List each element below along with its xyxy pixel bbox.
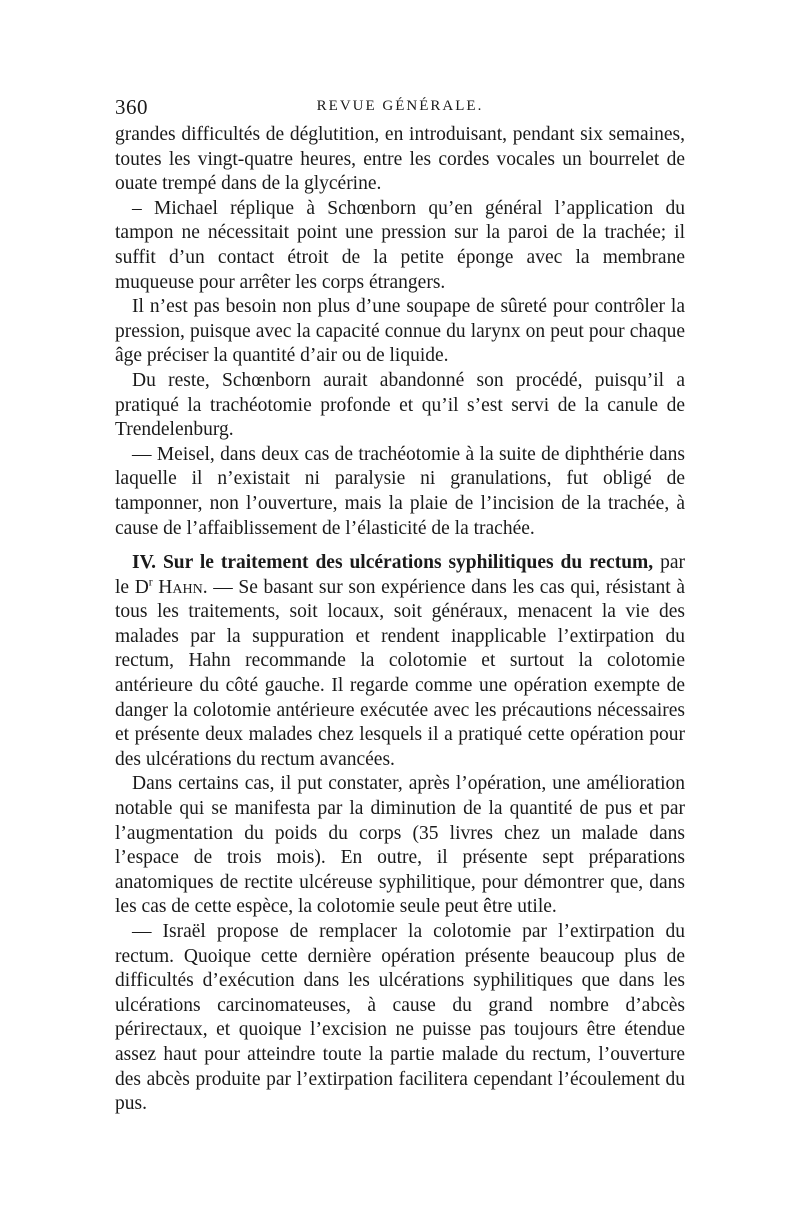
section-text: — Se basant sur son expérience dans les cas qui, résistant à tous les traitements, soit locaux, soit généraux, menacent la vie des malades par la suppuration et rendent inapplicable l’extirpation du rectum, Hahn recommande la colotomie et surtout la colotomie antérieure du côté gauche. Il regarde comme une opération exempte de danger la colotomie antérieure exécutée avec les précautions nécessaires et présente deux malades chez lesquels il a pratiqué cette opération pour des ulcérations du rectum avancées.	[115, 576, 685, 770]
section-title: IV. Sur le traitement des ulcérations syphilitiques du rectum,	[132, 552, 654, 574]
paragraph-israel: — Israël propose de remplacer la colotomie par l’extirpation du rectum. Quoique cette dernière opération présente beaucoup plus de difficultés d’exécution dans les ulcérations syphilitiques que dans les ulcérations carcinomateuses, à cause du grand nombre d’abcès périrectaux, et quoique l’excision ne puisse pas toujours être étendue assez haut pour atteindre toute la partie malade du rectum, l’ouverture des abcès produite par l’extirpation facilitera cependant l’écoulement du pus.	[115, 921, 685, 1115]
page-body	[115, 123, 685, 1117]
paragraph-amelioration: Dans certains cas, il put constater, après l’opération, une amélioration notable qui se manifesta par la diminution de la quantité de pus et par l’augmentation du poids du corps (35 livres chez un malade dans l’espace de trois mois). En outre, il présente sept préparations anatomiques de rectite ulcéreuse syphilitique, pour démontrer que, dans les cas de cette espèce, la colotomie seule peut être utile.	[115, 773, 685, 918]
section-author: Hahn.	[152, 576, 208, 598]
section-by-label: par le D	[115, 552, 685, 598]
section-iv-paragraph	[115, 551, 685, 772]
page-number: 360	[115, 95, 148, 119]
page-header	[115, 95, 685, 123]
paragraph-du-reste: Du reste, Schœnborn aurait abandonné son procédé, puisqu’il a pratiqué la trachéotomie profonde et qu’il s’est servi de la canule de Trendelenburg.	[115, 369, 685, 441]
paragraph-meisel: — Meisel, dans deux cas de trachéotomie à la suite de diphthérie dans laquelle il n’existait ni paralysie ni granulations, fut obligé de tamponner, non l’ouverture, mais la plaie de l’incision de la trachée, à cause de l’affaiblissement de l’élasticité de la trachée.	[115, 443, 685, 539]
doctor-superscript: r	[148, 575, 153, 589]
paragraph-soupape: Il n’est pas besoin non plus d’une soupape de sûreté pour contrôler la pression, puisque avec la capacité connue du larynx on peut pour chaque âge préciser la quantité d’air ou de liquide.	[115, 296, 685, 367]
paragraph-michael: – Michael réplique à Schœnborn qu’en général l’application du tampon ne nécessitait point une pression sur la paroi de la trachée; il suffit d’un contact étroit de la petite éponge avec la membrane muqueuse pour arrêter les corps étrangers.	[115, 197, 685, 293]
running-head: REVUE GÉNÉRALE.	[316, 98, 484, 114]
paragraph-continuation: grandes difficultés de déglutition, en introduisant, pendant six semaines, toutes les vingt-quatre heures, entre les cordes vocales un bourrelet de ouate trempé dans de la glycérine.	[115, 124, 685, 195]
